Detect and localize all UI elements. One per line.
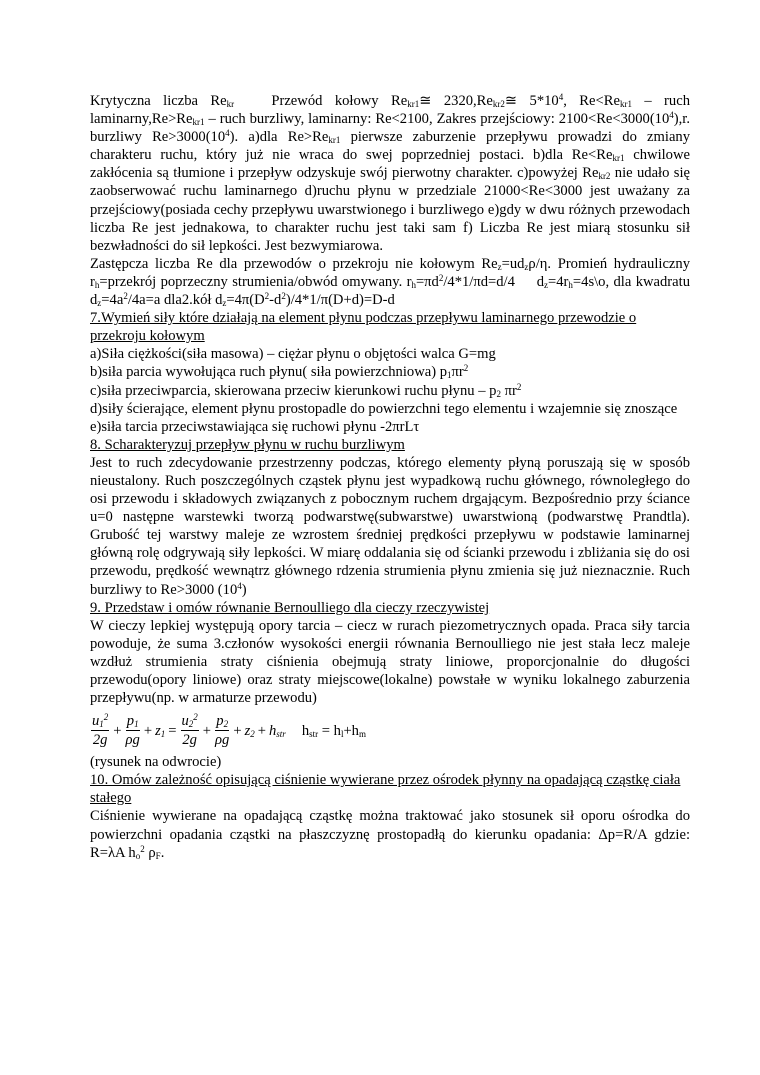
superscript: 2 xyxy=(463,363,469,374)
plus-sign: + xyxy=(113,723,122,740)
superscript: 4 xyxy=(237,580,242,591)
subscript: z xyxy=(497,261,502,272)
text-run: =4π(D xyxy=(226,292,265,309)
superscript: 2 xyxy=(140,843,145,854)
text-run: =4s\o, dla kwadratu d xyxy=(90,273,690,309)
text-run: c)siła przeciwparcia, skierowana przeciw kierunkowi ruchu płynu – p xyxy=(90,382,497,399)
plus-sign: + xyxy=(257,723,266,740)
text-run: =ud xyxy=(501,255,525,272)
plus-sign: + xyxy=(233,723,242,740)
subscript: h xyxy=(411,279,416,290)
text-run: ρ/η. Promień hydrauliczny r xyxy=(90,255,690,290)
section-10-body xyxy=(90,807,690,861)
subscript: kr1 xyxy=(328,135,341,146)
text-run: =przekrój poprzeczny strumienia/obwód omywany. r xyxy=(99,273,412,290)
subscript: 1 xyxy=(99,719,104,730)
text-run: )/4*1/π(D+d)=D-d xyxy=(285,292,395,309)
section-9-heading: 9. Przedstaw i omów równanie Bernoulliego dla cieczy rzeczywistej xyxy=(90,599,490,616)
var-u: u xyxy=(92,713,100,730)
subscript: z xyxy=(97,298,102,309)
text-run: Krytyczna liczba Re xyxy=(90,93,227,109)
plus-sign: + xyxy=(143,723,153,740)
var-u: u xyxy=(181,713,189,730)
subscript: kr2 xyxy=(492,99,505,109)
text-run: , Re<Re xyxy=(563,93,620,109)
text-run: ρ xyxy=(144,844,156,861)
text-run: -d xyxy=(269,292,282,309)
subscript: kr1 xyxy=(407,99,420,109)
text-run: ≅ 2320,Re xyxy=(419,93,493,109)
plus-sign: + xyxy=(202,723,212,740)
subscript: kr1 xyxy=(619,99,632,109)
text-run: – ruch laminarny,Re>Re xyxy=(90,93,690,128)
text-run: Jest to ruch zdecydowanie przestrzenny podczas, którego elementy płyną poruszają się w sposób nieustalony. Ruch poszczególnych cząstek płynu jest wypadkową ruchu głównego, równoległego do osi przewodu i składowych związanych z pobocznym ruchem drgającym. Bezpośrednio przy ściance u=0 następne warstewki tworzą podwarstwę(subwarstwe) uwarstwioną (podwarstwę Prandtla). Grubość tej warstwy maleje ze wzrostem średniej prędkości przepływu w podstawie laminarnej główną rolę odgrywają siły lepkości. W miarę oddalania się od ścianki przewodu i zbliżania się do osi przewodu, prędkość wewnątrz głównego rdzenia strumienia płynu zmienia się już nieznacznie. Ruch burzliwy to Re>3000 (10 xyxy=(90,454,690,598)
text-run: pierwsze zaburzenie przepływu prowadzi do zmiany charakteru ruchu, który już nie wraca do swej poprzedniej postaci. b)dla Re<Re xyxy=(90,129,691,164)
superscript: 2 xyxy=(264,291,270,302)
loss-sum xyxy=(302,722,366,740)
numerator xyxy=(215,713,229,731)
text-run: h xyxy=(301,723,310,740)
text-run: Przewód kołowy Re xyxy=(234,93,408,109)
text-run: Zastępcza liczba Re dla przewodów o przekroju nie kołowym Re xyxy=(90,255,498,272)
force-item-c xyxy=(90,382,690,400)
var-h: h xyxy=(269,723,277,740)
denominator: 2g xyxy=(182,732,197,749)
section-8-heading: 8. Scharakteryzuj przepływ płynu w ruchu burzliwym xyxy=(90,436,405,453)
subscript: kr1 xyxy=(612,153,625,164)
text-run: /4a=a dla2.kół d xyxy=(127,292,223,309)
superscript: 4 xyxy=(225,128,230,139)
text-run: ≅ 5*10 xyxy=(504,93,559,109)
var-z: z xyxy=(155,723,161,740)
denominator: ρg xyxy=(215,732,230,749)
subscript: 2 xyxy=(188,719,194,730)
subscript: z xyxy=(222,298,227,309)
numerator xyxy=(181,713,199,731)
text-run: nie udało się zaobserwować ruchu laminarnego d)ruchu płynu w przedziale 21000<Re<3000 jest uważany za przejściowy(posiada cechy przepływu uwarstwionego i burzliwego e)gdy w dwu różnych przewodach liczba Re jest jednakowa, to charakter ruchu jest taki sam f) Liczba Re jest miarą stosunku sił bezwładności do sił lepkości. Jest bezwymiarowa. xyxy=(90,165,690,254)
superscript: 4 xyxy=(669,110,674,121)
text-run: ) xyxy=(241,581,247,598)
superscript: 2 xyxy=(281,291,286,302)
superscript: 2 xyxy=(103,712,109,723)
fraction-p1 xyxy=(126,713,140,749)
text-run: – ruch burzliwy, laminarny: Re<2100, Zakres przejściowy: 2100<Re<3000(10 xyxy=(204,111,670,128)
text-run: b)siła parcia wywołująca ruch płynu( siła powierzchniowa) p xyxy=(90,364,448,381)
text-run: /4*1/πd=d/4 d xyxy=(443,273,545,290)
text-run: =4r xyxy=(548,273,569,290)
force-item-d: d)siły ścierające, element płynu prostopadle do powierzchni tego elementu i wzajemnie się znoszące xyxy=(90,400,678,417)
text-run: =4a xyxy=(101,292,124,309)
subscript: str xyxy=(276,729,286,740)
text-run: ). a)dla Re>Re xyxy=(229,129,329,146)
reynolds-intro-paragraph xyxy=(90,92,690,255)
superscript: 2 xyxy=(516,381,522,392)
force-item-e: e)siła tarcia przeciwstawiająca się ruchowi płynu -2πrLτ xyxy=(90,418,420,435)
superscript: 2 xyxy=(193,712,198,723)
superscript: 2 xyxy=(438,272,444,283)
denominator: ρg xyxy=(125,732,140,749)
numerator xyxy=(91,713,109,731)
subscript: str xyxy=(309,729,319,740)
subscript: 1 xyxy=(447,370,452,381)
text-run: πr xyxy=(500,382,517,399)
fraction-u1 xyxy=(91,713,109,749)
force-item-b xyxy=(90,363,690,381)
subscript: z xyxy=(524,261,529,272)
subscript: kr2 xyxy=(598,171,611,182)
section-9-body: W cieczy lepkiej występują opory tarcia – ciecz w rurach piezometrycznych opada. Praca siły tarcia powoduje, że suma 3.członów wysokości energii równania Bernoulliego nie jest stała lecz maleje wzdłuż strumienia straty ciśnienia obejmują straty liniowe, proporcjonalnie do długości przewodu(opory liniowe) oraz straty miejscowe(lokalne) powstałe w wyniku lokalnego zaburzenia przepływu(np. w armaturze przewodu) xyxy=(90,617,690,707)
numerator xyxy=(126,713,140,731)
subscript: kr xyxy=(226,99,235,109)
subscript: h xyxy=(94,279,100,290)
subscript: m xyxy=(358,729,366,740)
text-run: chwilowe zakłócenia są tłumione i przepływ odzyskuje swój pierwotny charakter. c)powyżej Re xyxy=(90,147,690,182)
text-run: = h xyxy=(318,723,341,740)
subscript: F xyxy=(155,850,161,861)
superscript: 4 xyxy=(558,92,564,102)
figure-note: (rysunek na odwrocie) xyxy=(90,754,222,771)
var-p: p xyxy=(126,713,135,730)
var-z: z xyxy=(244,723,251,740)
fraction-p2 xyxy=(215,713,229,749)
equivalent-reynolds-paragraph xyxy=(90,255,690,309)
document-page xyxy=(90,92,690,862)
subscript: 2 xyxy=(250,729,255,740)
subscript: l xyxy=(340,729,344,740)
subscript: o xyxy=(135,850,141,861)
term-hstr xyxy=(269,722,286,740)
section-10-heading: 10. Omów zależność opisującą ciśnienie wywierane przez ośrodek płynny na opadającą cząstkę ciała stałego xyxy=(90,772,681,807)
text-run: +h xyxy=(343,723,359,740)
subscript: 2 xyxy=(496,388,501,399)
term-z1 xyxy=(155,722,165,740)
text-run: . xyxy=(160,844,165,861)
subscript: 1 xyxy=(160,729,166,740)
subscript: 2 xyxy=(223,719,229,730)
fraction-u2 xyxy=(181,713,199,749)
bernoulli-equation xyxy=(90,709,690,753)
superscript: 2 xyxy=(123,291,128,302)
subscript: z xyxy=(544,279,549,290)
subscript: kr1 xyxy=(192,117,205,128)
text-run: Ciśnienie wywierane na opadającą cząstkę można traktować jako stosunek sił oporu ośrodka do powierzchni opadania cząstki na płaszczyznę prostopadłą do kierunku opadania: Δp=R/A gdzie: R=λA h xyxy=(90,808,690,861)
subscript: h xyxy=(568,279,573,290)
equals-sign: = xyxy=(168,723,177,740)
text-run: =πd xyxy=(415,273,439,290)
text-run: ),r. burzliwy Re>3000(10 xyxy=(90,111,690,146)
section-8-body xyxy=(90,454,690,599)
denominator: 2g xyxy=(92,732,108,749)
var-p: p xyxy=(216,713,224,730)
force-item-a: a)Siła ciężkości(siła masowa) – ciężar płynu o objętości walca G=mg xyxy=(90,346,496,363)
section-7-heading: 7.Wymień siły które działają na element płynu podczas przepływu laminarnego przewodzie o przekroju kołowym xyxy=(90,310,637,345)
subscript: 1 xyxy=(134,719,139,730)
term-z2 xyxy=(245,722,255,740)
text-run: πr xyxy=(451,364,464,381)
